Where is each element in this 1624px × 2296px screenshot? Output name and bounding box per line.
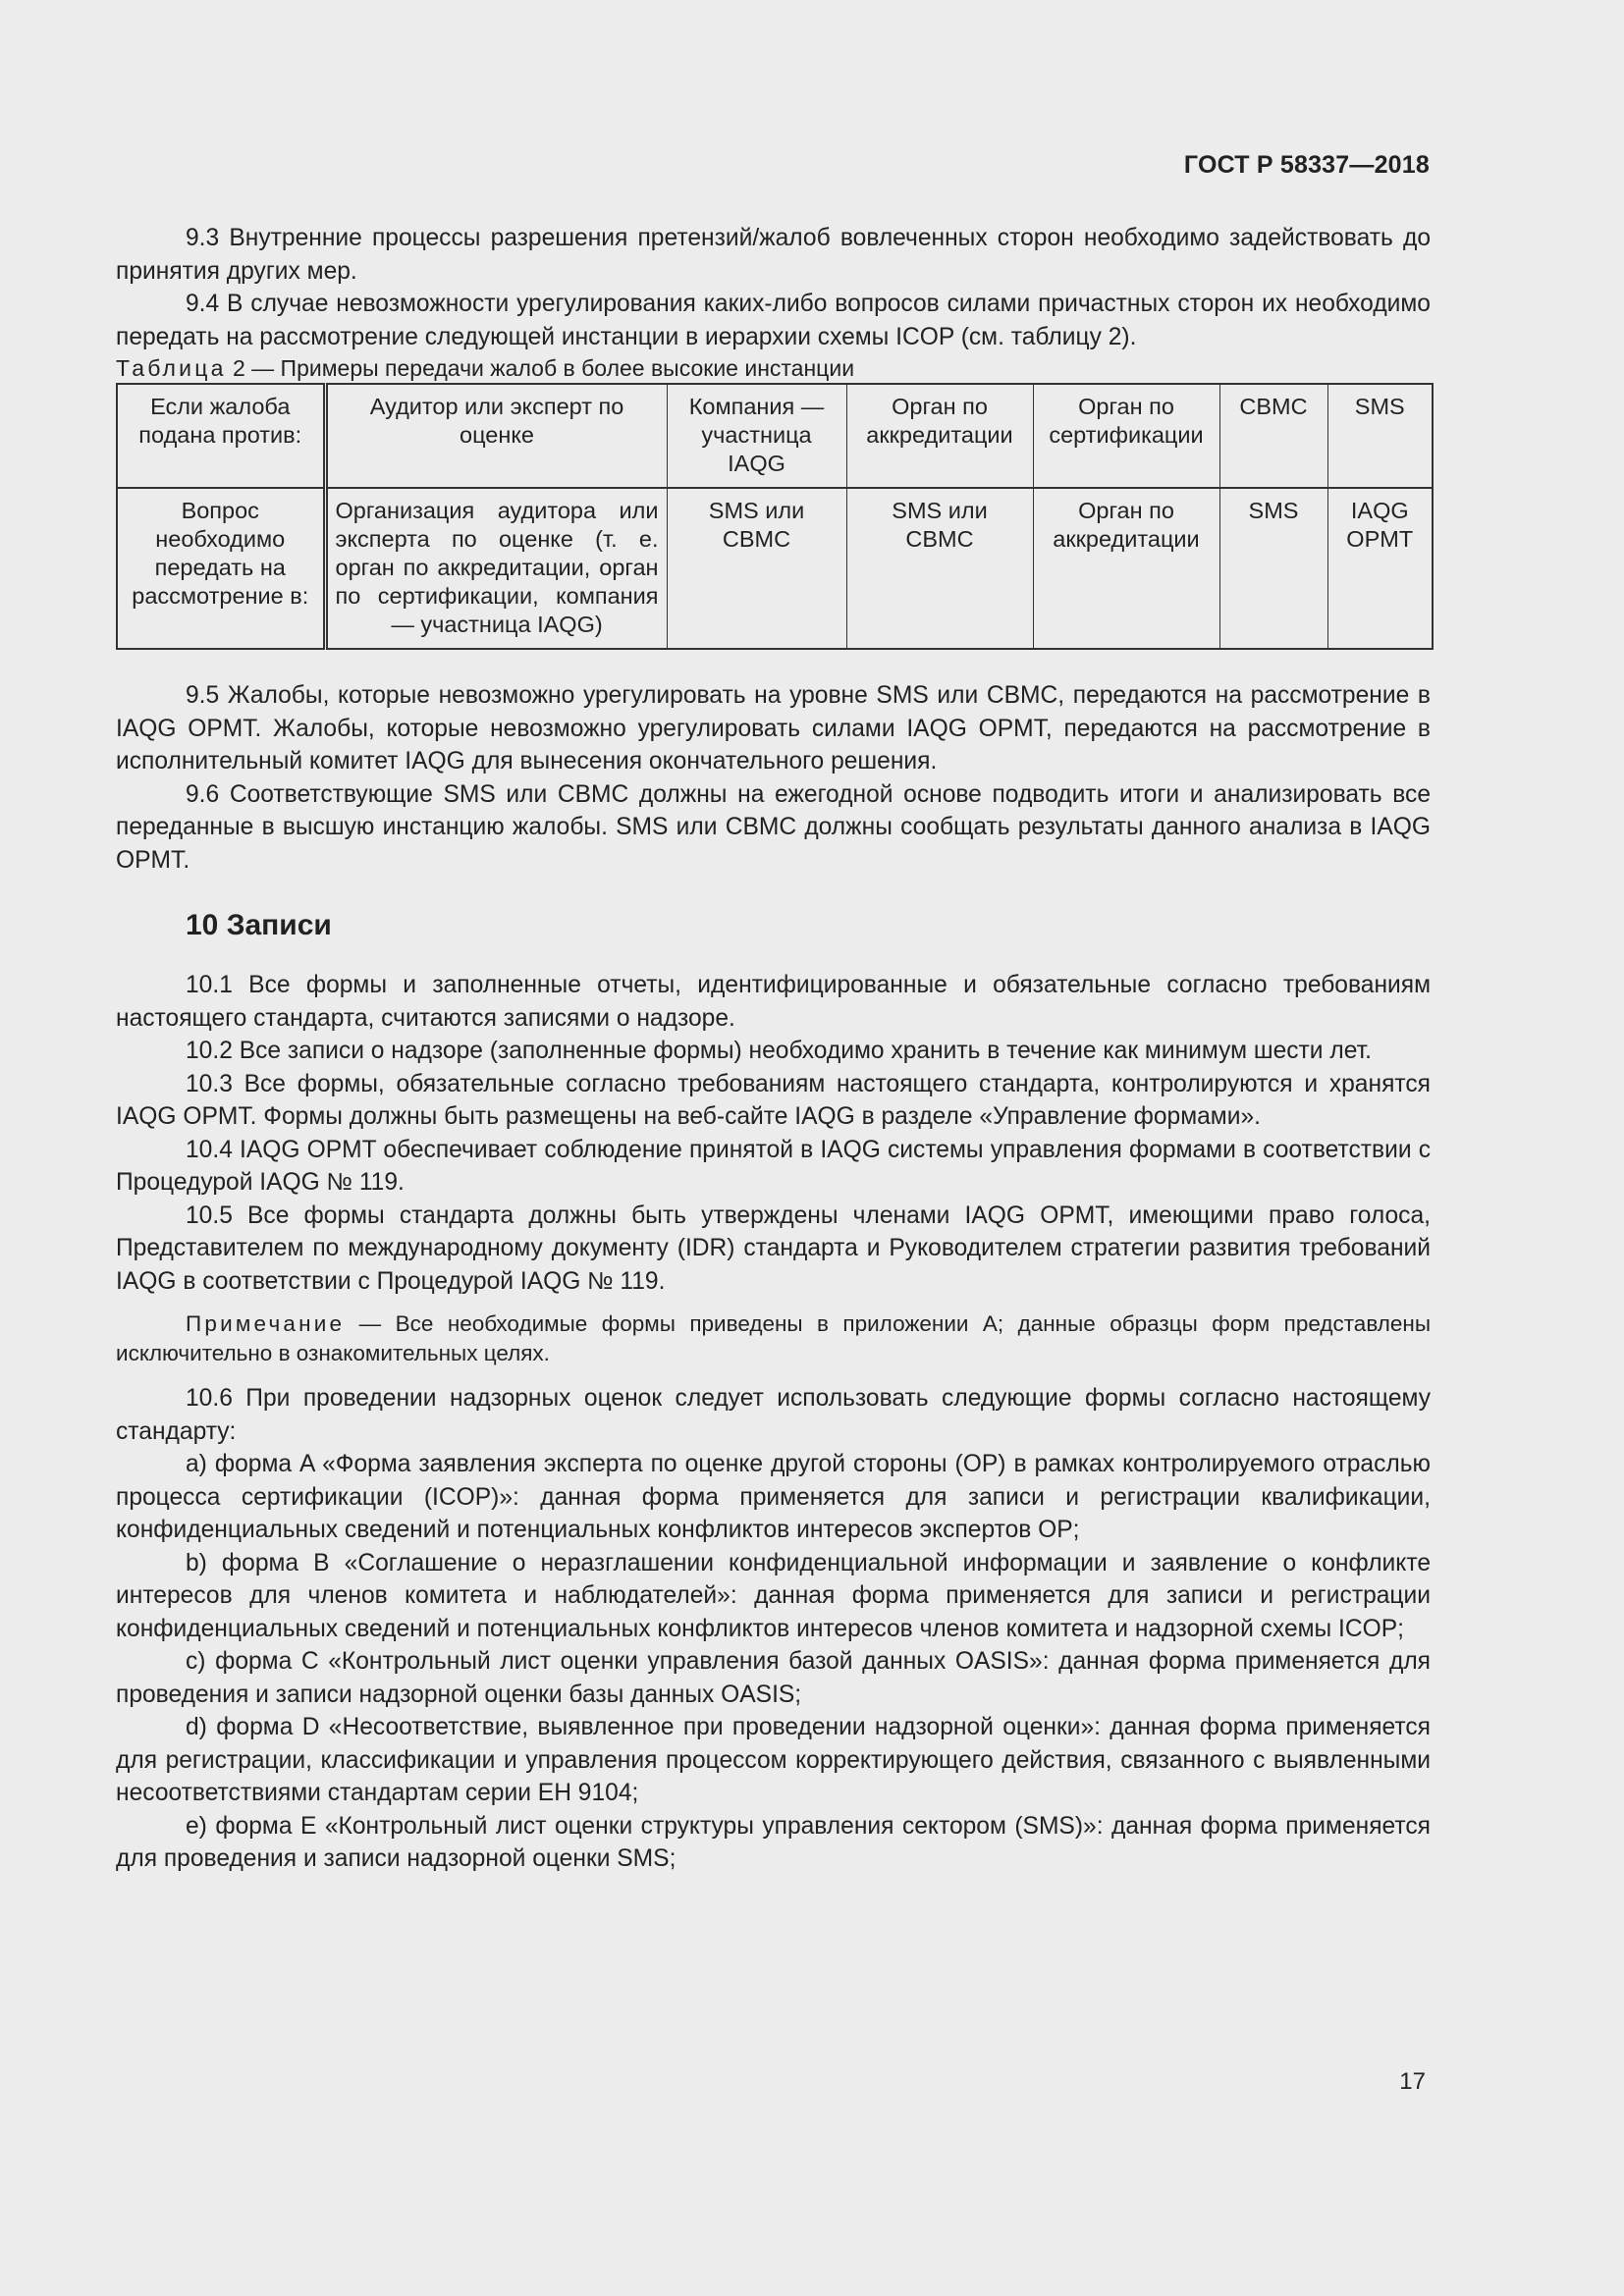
table-header-cell: Аудитор или эксперт по оценке	[325, 384, 667, 488]
table-caption	[116, 353, 1431, 383]
table-header-cell: Орган по аккредитации	[846, 384, 1033, 488]
list-item: c) форма C «Контрольный лист оценки управления базой данных OASIS»: данная форма применяется для проведения и записи надзорной оценки базы данных OASIS;	[116, 1648, 1431, 1708]
table-cell: Организация аудитора или эксперта по оценке (т. е. орган по аккредитации, орган по сертификации, компания — участница IAQG)	[325, 488, 667, 649]
paragraph-9-3: 9.3 Внутренние процессы разрешения претензий/жалоб вовлеченных сторон необходимо задействовать до принятия других мер.	[116, 225, 1431, 285]
table-header-cell: Компания — участница IAQG	[667, 384, 846, 488]
table-caption-label: Таблица	[116, 355, 227, 381]
paragraph-10-1: 10.1 Все формы и заполненные отчеты, идентифицированные и обязательные согласно требованиям настоящего стандарта, считаются записями о надзоре.	[116, 972, 1431, 1032]
list-item: d) форма D «Несоответствие, выявленное при проведении надзорной оценки»: данная форма применяется для регистрации, классификации и управления процессом корректирующего действия, связанного с выявленными несоответствиями стандартам серии ЕН 9104;	[116, 1714, 1431, 1806]
table-header-cell: Если жалоба подана против:	[117, 384, 325, 488]
note	[116, 1309, 1431, 1368]
table-cell: Орган по аккредитации	[1033, 488, 1219, 649]
table-cell: SMS	[1219, 488, 1327, 649]
paragraph-9-4: 9.4 В случае невозможности урегулирования каких-либо вопросов силами причастных сторон их необходимо передать на рассмотрение следующей инстанции в иерархии схемы ICOP (см. таблицу 2).	[116, 291, 1431, 350]
table-header-row	[117, 384, 1433, 488]
complaints-table	[116, 383, 1434, 650]
paragraph-9-6: 9.6 Соответствующие SMS или CBMC должны на ежегодной основе подводить итоги и анализировать все переданные в высшую инстанцию жалобы. SMS или CBMC должны сообщать результаты данного анализа в IAQG OPMT.	[116, 780, 1431, 874]
table-header-cell: SMS	[1327, 384, 1433, 488]
note-text: — Все необходимые формы приведены в приложении А; данные образцы форм представлены исключительно в ознакомительных целях.	[116, 1311, 1431, 1365]
page-content	[116, 222, 1431, 1876]
paragraph-10-4: 10.4 IAQG OPMT обеспечивает соблюдение принятой в IAQG системы управления формами в соответствии с Процедурой IAQG № 119.	[116, 1136, 1431, 1196]
paragraph-10-6: 10.6 При проведении надзорных оценок следует использовать следующие формы согласно настоящему стандарту:	[116, 1385, 1431, 1445]
section-title: 10 Записи	[186, 909, 332, 941]
table-caption-text: 2 — Примеры передачи жалоб в более высокие инстанции	[226, 355, 855, 381]
table-cell: SMS или CBMC	[846, 488, 1033, 649]
table-cell: Вопрос необходимо передать на рассмотрение в:	[117, 488, 325, 649]
paragraph-9-5: 9.5 Жалобы, которые невозможно урегулировать на уровне SMS или CBMC, передаются на рассмотрение в IAQG OPMT. Жалобы, которые невозможно урегулировать силами IAQG OPMT, передаются на рассмотрение в исполнительный комитет IAQG для вынесения окончательного решения.	[116, 682, 1431, 774]
note-label: Примечание	[186, 1311, 346, 1336]
list-item: e) форма E «Контрольный лист оценки структуры управления сектором (SMS)»: данная форма применяется для проведения и записи надзорной оценки SMS;	[116, 1812, 1431, 1872]
paragraph-10-3: 10.3 Все формы, обязательные согласно требованиям настоящего стандарта, контролируются и хранятся IAQG OPMT. Формы должны быть размещены на веб-сайте IAQG в разделе «Управление формами».	[116, 1070, 1431, 1130]
table-cell: IAQG OPMT	[1327, 488, 1433, 649]
table-row	[117, 488, 1433, 649]
list-item: a) форма A «Форма заявления эксперта по оценке другой стороны (OP) в рамках контролируемого отраслью процесса сертификации (ICOP)»: данная форма применяется для записи и регистрации квалификации, конфиденциальных сведений и потенциальных конфликтов интересов экспертов OP;	[116, 1451, 1431, 1543]
paragraph-10-5: 10.5 Все формы стандарта должны быть утверждены членами IAQG OPMT, имеющими право голоса, Представителем по международному документу (IDR) стандарта и Руководителем стратегии развития требований IAQG в соответствии с Процедурой IAQG № 119.	[116, 1201, 1431, 1295]
table-header-cell: CBMC	[1219, 384, 1327, 488]
paragraph-10-2: 10.2 Все записи о надзоре (заполненные формы) необходимо хранить в течение как минимум шести лет.	[186, 1038, 1372, 1064]
table-cell: SMS или CBMC	[667, 488, 846, 649]
list-item: b) форма B «Соглашение о неразглашении конфиденциальной информации и заявление о конфликте интересов для членов комитета и наблюдателей»: данная форма применяется для записи и регистрации конфиденциальных сведений и потенциальных конфликтов интересов членов комитета и надзорной схемы ICOP;	[116, 1549, 1431, 1642]
page-number: 17	[1399, 2068, 1426, 2095]
table-header-cell: Орган по сертификации	[1033, 384, 1219, 488]
standard-code-header: ГОСТ Р 58337—2018	[1183, 151, 1430, 179]
